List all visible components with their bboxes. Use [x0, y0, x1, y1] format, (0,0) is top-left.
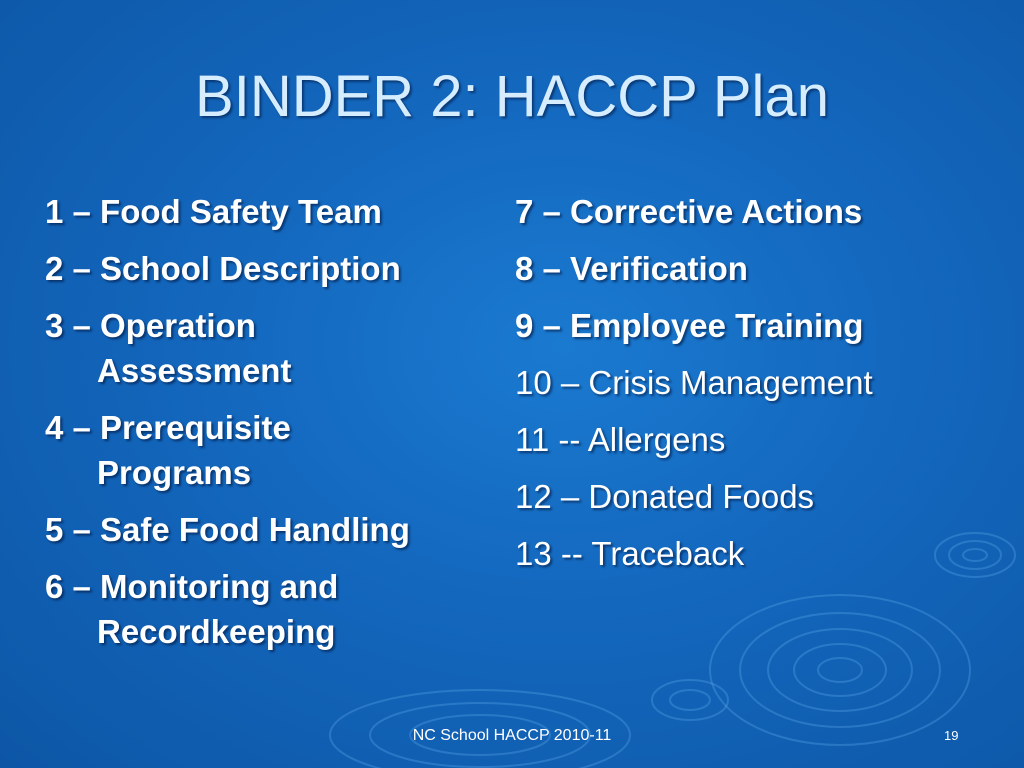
list-item — [45, 506, 505, 554]
binder-sections-right — [515, 188, 1015, 587]
list-item: 13 -- Traceback — [515, 535, 745, 572]
page-number: 19 — [944, 728, 959, 743]
list-item: 12 – Donated Foods — [515, 478, 815, 515]
item-text-continued: Assessment — [97, 352, 292, 389]
item-text: 5 – Safe Food Handling — [45, 511, 410, 548]
list-item — [45, 404, 505, 497]
list-item — [45, 302, 505, 395]
item-text: 6 – Monitoring and — [45, 568, 339, 605]
list-item: 11 -- Allergens — [515, 421, 726, 458]
list-item — [45, 245, 505, 293]
item-text: 1 – Food Safety Team — [45, 193, 382, 230]
footer-text: NC School HACCP 2010-11 — [412, 727, 612, 744]
list-item: 8 – Verification — [515, 250, 748, 287]
binder-sections-left — [45, 188, 505, 665]
list-item: 7 – Corrective Actions — [515, 193, 863, 230]
list-item: 9 – Employee Training — [515, 307, 864, 344]
item-text: 4 – Prerequisite — [45, 409, 291, 446]
item-text-continued: Recordkeeping — [97, 613, 336, 650]
list-item — [45, 188, 505, 236]
item-text-continued: Programs — [97, 454, 252, 491]
list-item — [45, 563, 505, 656]
list-item: 10 – Crisis Management — [515, 364, 873, 401]
item-text: 3 – Operation — [45, 307, 256, 344]
item-text: 2 – School Description — [45, 250, 401, 287]
slide-title: BINDER 2: HACCP Plan — [195, 64, 829, 129]
